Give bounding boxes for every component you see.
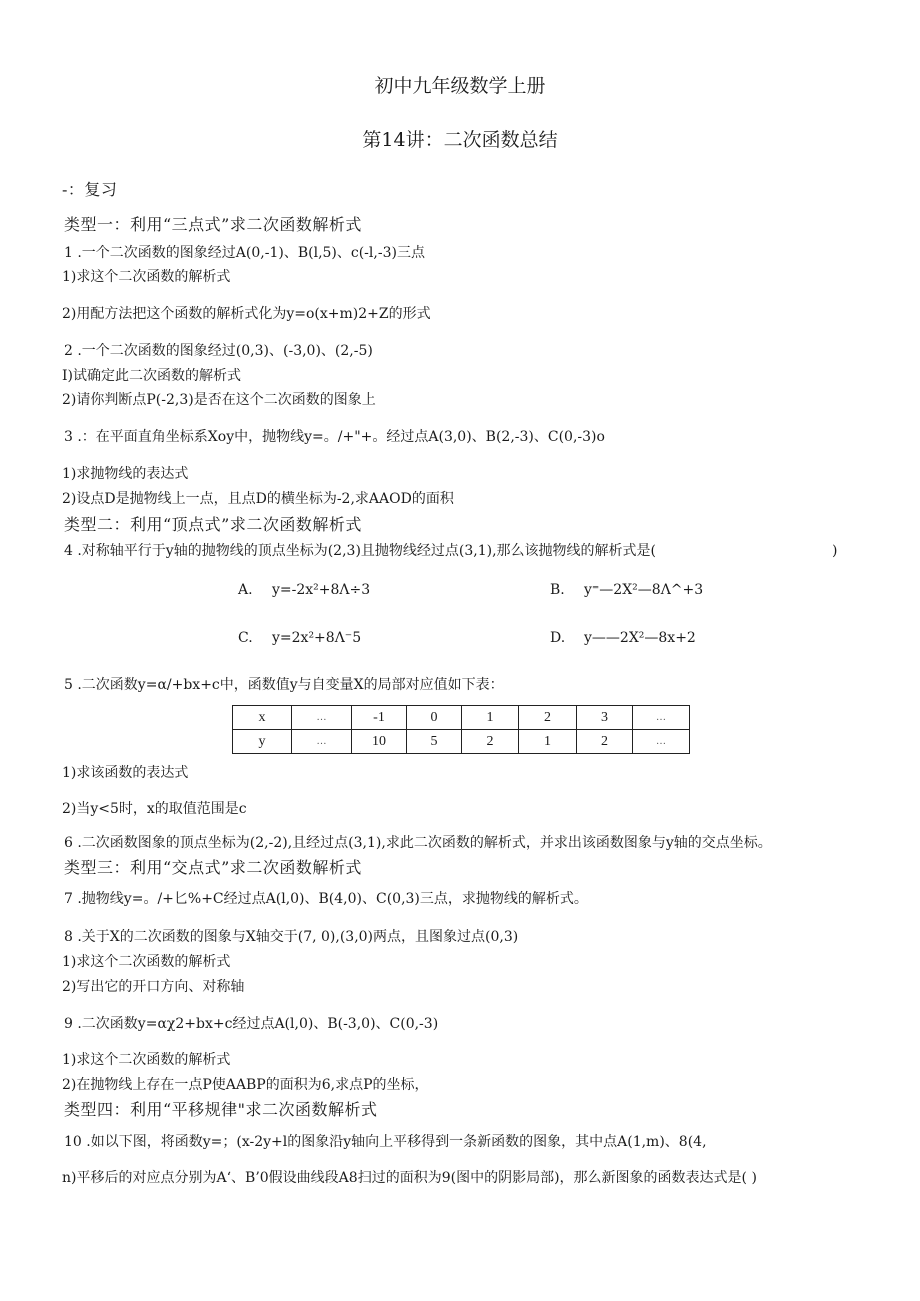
question-2-part1: I)试确定此二次函数的解析式: [62, 368, 241, 384]
question-2-part2: 2)请你判断点P(-2,3)是否在这个二次函数的图象上: [62, 392, 376, 408]
question-8-part1: 1)求这个二次函数的解析式: [62, 954, 231, 970]
question-4-stem: 4 .对称轴平行于y轴的抛物线的顶点坐标为(2,3)且抛物线经过点(3,1),那么该抛物线的解析式是(: [64, 543, 657, 559]
question-5-stem: 5 .二次函数y=α/+bx+c中，函数值y与自变量X的局部对应值如下表：: [64, 677, 504, 693]
question-4-option-d: [550, 629, 696, 647]
table-cell: 2: [519, 706, 577, 730]
question-4-close-paren: ): [832, 543, 838, 559]
question-9-part1: 1)求这个二次函数的解析式: [62, 1052, 231, 1068]
table-cell: -1: [352, 706, 407, 730]
table-cell: 10: [352, 730, 407, 754]
section-type4-heading: 类型四：利用“平移规律"求二次函数解析式: [64, 1100, 378, 1119]
question-10-continuation: n)平移后的对应点分别为A‘、B’0假设曲线段A8扫过的面积为9(图中的阴影局部)，那么新图象的函数表达式是( ): [62, 1170, 757, 1186]
table-row-x: [233, 706, 690, 730]
section-type1-heading: 类型一：利用“三点式”求二次函数解析式: [64, 215, 362, 234]
table-cell: 2: [462, 730, 519, 754]
question-8-stem: 8 .关于X的二次函数的图象与X轴交于(7, 0),(3,0)两点，且图象过点(0,3): [64, 929, 519, 945]
table-cell: y: [233, 730, 292, 754]
section-type2-heading: 类型二：利用“顶点式”求二次函数解析式: [64, 515, 362, 534]
question-9-part2: 2)在抛物线上存在一点P使AABP的面积为6,求点P的坐标，: [62, 1077, 429, 1093]
option-b-text: y⁼—2X²—8Λ^+3: [584, 582, 704, 598]
table-cell: 5: [407, 730, 462, 754]
question-10-stem: 10 .如以下图，将函数y=；(x-2y+l的图象沿y轴向上平移得到一条新函数的图象，其中点A(1,m)、8(4,: [64, 1134, 707, 1150]
table-cell: 1: [519, 730, 577, 754]
value-table: [232, 705, 690, 754]
option-a-label: A.: [238, 582, 253, 598]
section-type3-heading: 类型三：利用“交点式”求二次函数解析式: [64, 858, 362, 877]
table-cell: 2: [577, 730, 633, 754]
question-9-stem: 9 .二次函数y=αχ2+bx+c经过点A(l,0)、B(-3,0)、C(0,-3): [64, 1016, 439, 1032]
lesson-subtitle: 第14讲：二次函数总结: [362, 129, 558, 151]
option-c-text: y=2x²+8Λ⁻5: [272, 630, 362, 646]
table-cell: …: [633, 730, 690, 754]
table-row-y: [233, 730, 690, 754]
question-8-part2: 2)写出它的开口方向、对称轴: [62, 979, 245, 995]
table-cell: 1: [462, 706, 519, 730]
option-b-label: B.: [550, 582, 565, 598]
table-cell: 0: [407, 706, 462, 730]
question-4-option-b: [550, 581, 703, 599]
option-c-label: C.: [238, 630, 253, 646]
document-title: 初中九年级数学上册: [374, 75, 546, 97]
question-4-option-a: [238, 581, 370, 599]
table-cell: …: [292, 706, 352, 730]
option-d-text: y——2X²—8x+2: [584, 630, 696, 646]
question-7-stem: 7 .抛物线y=。/+匕%+C经过点A(l,0)、B(4,0)、C(0,3)三点，求抛物线的解析式。: [64, 891, 588, 907]
question-5-part2: 2)当y<5时，x的取值范围是c: [62, 801, 247, 817]
question-3-stem: 3 .：在平面直角坐标系Xoy中，抛物线y=。/+"+。经过点A(3,0)、B(2,-3)、C(0,-3)o: [64, 429, 605, 445]
question-5-part1: 1)求该函数的表达式: [62, 765, 189, 781]
table-cell: …: [633, 706, 690, 730]
question-2-stem: 2 .一个二次函数的图象经过(0,3)、(-3,0)、(2,-5): [64, 343, 373, 359]
section-review-heading: -：复习: [62, 180, 118, 199]
option-a-text: y=-2x²+8Λ÷3: [272, 582, 371, 598]
option-d-label: D.: [550, 630, 566, 646]
question-1-part1: 1)求这个二次函数的解析式: [62, 269, 231, 285]
question-1-stem: 1 .一个二次函数的图象经过A(0,-1)、B(l,5)、c(-l,-3)三点: [64, 245, 425, 261]
table-cell: 3: [577, 706, 633, 730]
question-3-part2: 2)设点D是抛物线上一点，且点D的横坐标为-2,求AAOD的面积: [62, 491, 454, 507]
table-cell: x: [233, 706, 292, 730]
question-6-stem: 6 .二次函数图象的顶点坐标为(2,-2),且经过点(3,1),求此二次函数的解析式，并求出该函数图象与y轴的交点坐标。: [64, 835, 772, 851]
table-cell: …: [292, 730, 352, 754]
question-3-part1: 1)求抛物线的表达式: [62, 466, 189, 482]
question-4-option-c: [238, 629, 361, 647]
question-1-part2: 2)用配方法把这个函数的解析式化为y=o(x+m)2+Z的形式: [62, 306, 431, 322]
